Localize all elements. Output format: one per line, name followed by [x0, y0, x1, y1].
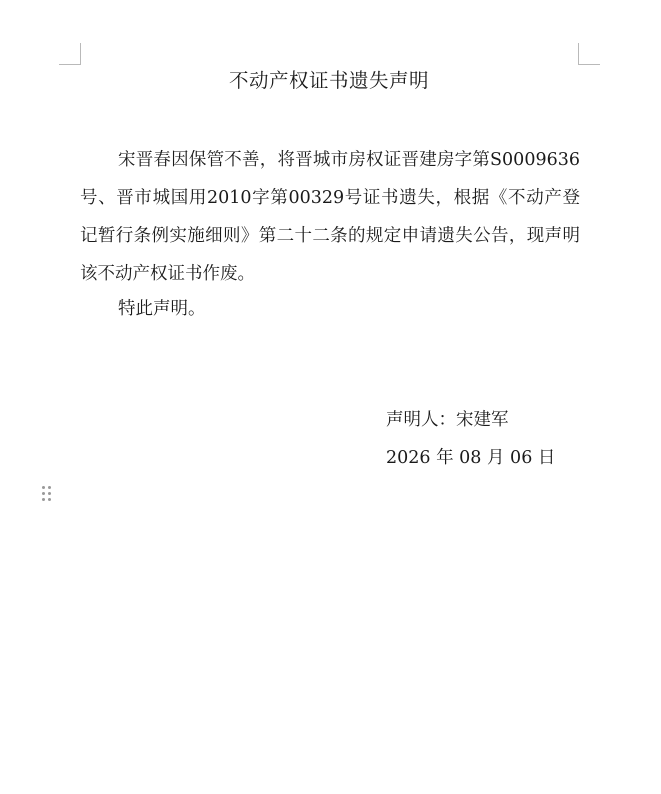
drag-handle-dot: [42, 498, 45, 501]
drag-handle-dot: [42, 492, 45, 495]
body-paragraph[interactable]: 宋晋春因保管不善，将晋城市房权证晋建房字第S0009636号、晋市城国用2010字第00329号证书遗失，根据《不动产登记暂行条例实施细则》第二十二条的规定申请遗失公告，现声明该不动产权证书作废。: [80, 150, 580, 284]
drag-handle-dot: [42, 486, 45, 489]
crop-mark-top-left: [59, 43, 81, 65]
drag-handle-dot: [48, 492, 51, 495]
document-title[interactable]: 不动产权证书遗失声明: [228, 69, 429, 92]
closing-line[interactable]: 特此声明。: [118, 299, 206, 319]
drag-handle-dot: [48, 498, 51, 501]
drag-handle-icon[interactable]: [42, 486, 52, 502]
drag-handle-dot: [48, 486, 51, 489]
crop-mark-top-right: [578, 43, 600, 65]
date-line[interactable]: 2026 年 08 月 06 日: [386, 448, 556, 468]
signature-line[interactable]: 声明人：宋建军: [386, 410, 509, 430]
